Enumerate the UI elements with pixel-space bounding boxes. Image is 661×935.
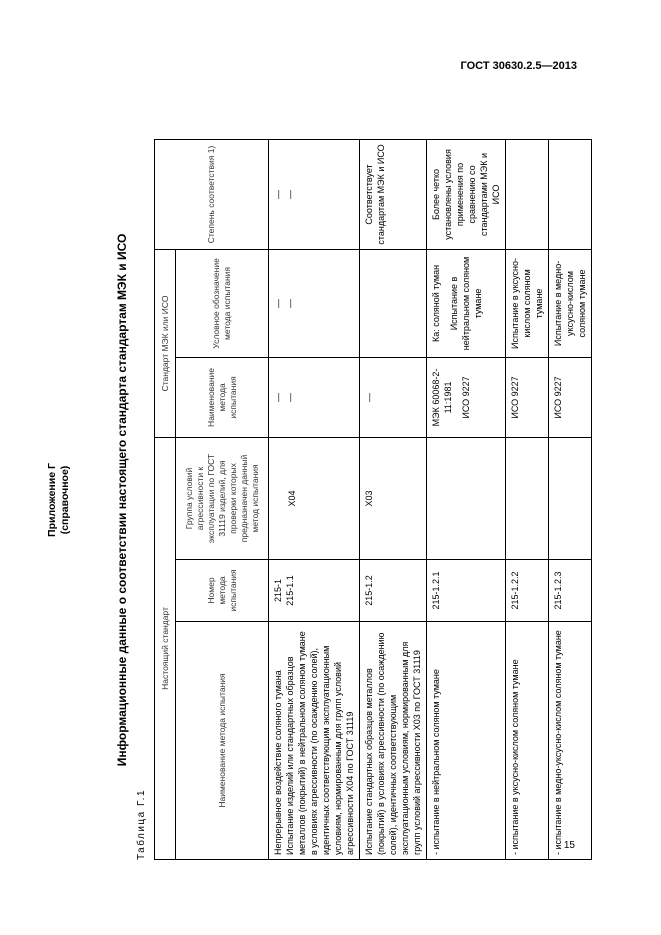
- cell-code: Ка: соляной туман Испытание в нейтральном соляном тумане: [427, 249, 506, 357]
- cell-group: [549, 437, 592, 559]
- cell-code: — —: [269, 249, 360, 357]
- appendix-subtitle: (справочное): [59, 465, 71, 535]
- cell-name: - испытание в медно-уксусно-кислом соляном тумане: [549, 622, 592, 860]
- cell-name: - испытание в уксусно-кислом соляном тумане: [506, 622, 549, 860]
- table-caption: Таблица Г.1: [136, 788, 147, 860]
- column-header-number: Номер метода испытания: [176, 560, 269, 622]
- cell-number: 215-1.2.1: [427, 560, 506, 622]
- table-row: [427, 139, 506, 859]
- cell-name: Испытание стандартных образцов металлов (покрытий) в условиях агрессивности (по осаждению солей), идентичных соответствующим эксплуатационным условиям, нормированным для групп условий агрессивности Х03 по ГОСТ 31119: [360, 622, 427, 860]
- column-header-degree: Степень соответствия 1): [155, 139, 269, 249]
- correspondence-table: [154, 139, 592, 860]
- cell-name: Непрерывное воздействие соляного тумана Испытание изделий или стандартных образцов металлов (покрытий) в нейтральном соляном тумане в условиях агрессивности (по осаждению солей), идентичных соответствующим эксплуатационным условиям, нормированным для групп условий агрессивности Х04 по ГОСТ 31119: [269, 622, 360, 860]
- page-number: 15: [563, 840, 575, 851]
- cell-group: [506, 437, 549, 559]
- column-header-name: Наименование метода испытания: [176, 622, 269, 860]
- group-header-present: Настоящий стандарт: [155, 437, 176, 859]
- appendix-label: Приложение Г: [46, 463, 58, 537]
- column-header-code: Условное обозначение метода испытания: [176, 249, 269, 357]
- group-header-iec: Стандарт МЭК или ИСО: [155, 249, 176, 437]
- cell-group: Х04: [269, 437, 360, 559]
- cell-degree: [549, 139, 592, 249]
- document-code: ГОСТ 30630.2.5—2013: [460, 60, 577, 72]
- table-row: [269, 139, 360, 859]
- section-heading: Информационные данные о соответствии настоящего стандарта стандартам МЭК и ИСО: [115, 233, 129, 767]
- appendix-title: [46, 140, 72, 860]
- cell-code: [360, 249, 427, 357]
- cell-number: 215-1.2.3: [549, 560, 592, 622]
- cell-degree: — —: [269, 139, 360, 249]
- cell-iec-name: — —: [269, 357, 360, 437]
- table-row: [360, 139, 427, 859]
- cell-iec-name: ИСО 9227: [506, 357, 549, 437]
- cell-number: 215-1 215-1.1: [269, 560, 360, 622]
- cell-iec-name: ИСО 9227: [549, 357, 592, 437]
- cell-group: [427, 437, 506, 559]
- table-row: [506, 139, 549, 859]
- cell-degree: Более четко установлены условия применения по сравнению со стандартами МЭК и ИСО: [427, 139, 506, 249]
- table-row: [549, 139, 592, 859]
- column-header-group: Группа условий агрессивности к эксплуатации по ГОСТ 31119 изделий, для проверки которых предназначен данный метод испытания: [176, 437, 269, 559]
- cell-number: 215-1.2: [360, 560, 427, 622]
- cell-name: - испытание в нейтральном соляном тумане: [427, 622, 506, 860]
- column-header-iec-name: Наименование метода испытания: [176, 357, 269, 437]
- cell-group: Х03: [360, 437, 427, 559]
- cell-code: Испытание в медно-уксусно-кислом соляном тумане: [549, 249, 592, 357]
- cell-iec-name: МЭК 60068-2-11:1981 ИСО 9227: [427, 357, 506, 437]
- cell-degree: Соответствует стандартам МЭК и ИСО: [360, 139, 427, 249]
- cell-iec-name: —: [360, 357, 427, 437]
- cell-code: Испытание в уксусно-кислом соляном тумане: [506, 249, 549, 357]
- rotated-content: [46, 140, 650, 860]
- cell-number: 215-1.2.2: [506, 560, 549, 622]
- cell-degree: [506, 139, 549, 249]
